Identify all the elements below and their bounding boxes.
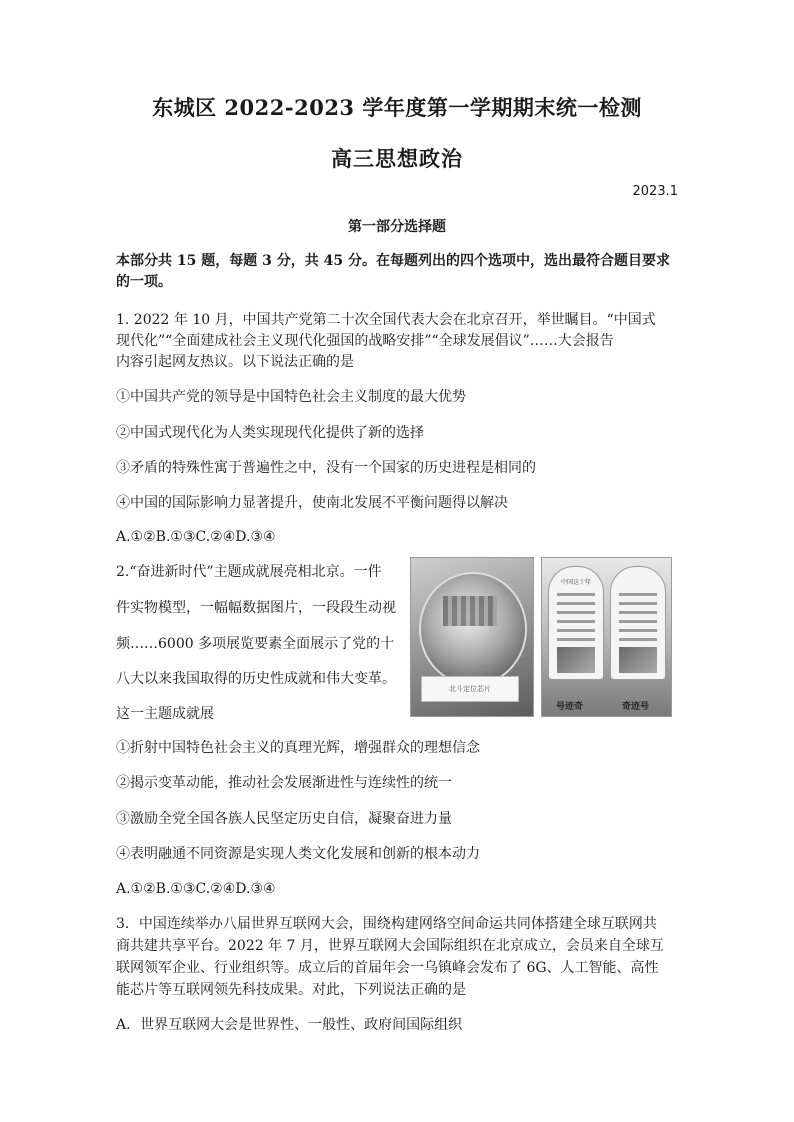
q3-stem-line-4: 能芯片等互联网领先科技成果。对此，下列说法正确的是 [116, 982, 466, 998]
section-instructions-line-1: 本部分共 15 题，每题 3 分，共 45 分。在每题列出的四个选项中，选出最符合题目要求 [116, 253, 670, 269]
q3-stem-line-2: 商共建共享平台。2022 年 7 月，世界互联网大会国际组织在北京成立，会员来自全球互 [116, 938, 664, 954]
q1-stem-line-2: 现代化”“全面建成社会主义现代化强国的战略安排”“全球发展倡议”……大会报告 [116, 333, 614, 349]
q2-stem-line-3: 频……6000 多项展览要素全面展示了党的十 [116, 636, 395, 652]
section-instructions-line-2: 的一项。 [116, 274, 172, 290]
chip-pattern [443, 596, 497, 626]
section-title: 第一部分选择题 [348, 219, 446, 235]
photo-caption-left: 号迹奇 [556, 702, 584, 712]
exhibit-panel-right [610, 566, 666, 680]
q1-option-3: ③矛盾的特殊性寓于普遍性之中，没有一个国家的历史进程是相同的 [116, 460, 536, 476]
exam-date: 2023.1 [632, 184, 678, 199]
q2-option-2: ②揭示变革动能，推动社会发展渐进性与连续性的统一 [116, 775, 452, 791]
panel-data-rows [557, 593, 595, 643]
exhibit-panel-left [548, 566, 604, 680]
photo-plaque: 北斗定位芯片 [421, 676, 519, 702]
q2-stem-line-1: 2.“奋进新时代”主题成就展亮相北京。一件 [116, 564, 382, 580]
chip-model-photo [410, 557, 534, 717]
panel-heading: 中国这十年 [560, 579, 591, 586]
panel-image [619, 647, 657, 673]
q1-stem-line-3: 内容引起网友热议。以下说法正确的是 [116, 354, 354, 370]
exam-title: 东城区 2022-2023 学年度第一学期期末统一检测 [152, 95, 642, 120]
exhibition-panels-photo [541, 557, 672, 717]
q2-stem-line-4: 八大以来我国取得的历史性成就和伟大变革。 [116, 671, 396, 687]
q1-stem-line-1: 1. 2022 年 10 月，中国共产党第二十次全国代表大会在北京召开，举世瞩目。“中国式 [116, 312, 656, 328]
photo-caption-right: 奇迹号 [622, 702, 650, 712]
q1-option-2: ②中国式现代化为人类实现现代化提供了新的选择 [116, 425, 424, 441]
q2-stem-line-5: 这一主题成就展 [116, 706, 214, 722]
q1-option-4: ④中国的国际影响力显著提升，使南北发展不平衡问题得以解决 [116, 495, 508, 511]
q3-stem-line-3: 联网领军企业、行业组织等。成立后的首届年会一乌镇峰会发布了 6G、人工智能、高性 [116, 960, 659, 976]
panel-image [557, 647, 595, 673]
q1-choices: A.①②B.①③C.②④D.③④ [116, 529, 276, 545]
panel-data-rows [619, 593, 657, 643]
q2-option-4: ④表明融通不同资源是实现人类文化发展和创新的根本动力 [116, 846, 480, 862]
q1-option-1: ①中国共产党的领导是中国特色社会主义制度的最大优势 [116, 389, 466, 405]
q2-stem-line-2: 件实物模型，一幅幅数据图片，一段段生动视 [116, 600, 396, 616]
q2-option-1: ①折射中国特色社会主义的真理光辉，增强群众的理想信念 [116, 740, 480, 756]
q3-stem-line-1: 3．中国连续举办八届世界互联网大会，围绕构建网络空间命运共同体搭建全球互联网共 [116, 916, 657, 932]
q2-choices: A.①②B.①③C.②④D.③④ [116, 881, 276, 897]
crystal-disc-image [419, 572, 527, 686]
exam-subject: 高三思想政治 [331, 146, 463, 171]
q3-option-a: A．世界互联网大会是世界性、一般性、政府间国际组织 [116, 1017, 463, 1033]
q2-option-3: ③激励全党全国各族人民坚定历史自信，凝聚奋进力量 [116, 811, 452, 827]
